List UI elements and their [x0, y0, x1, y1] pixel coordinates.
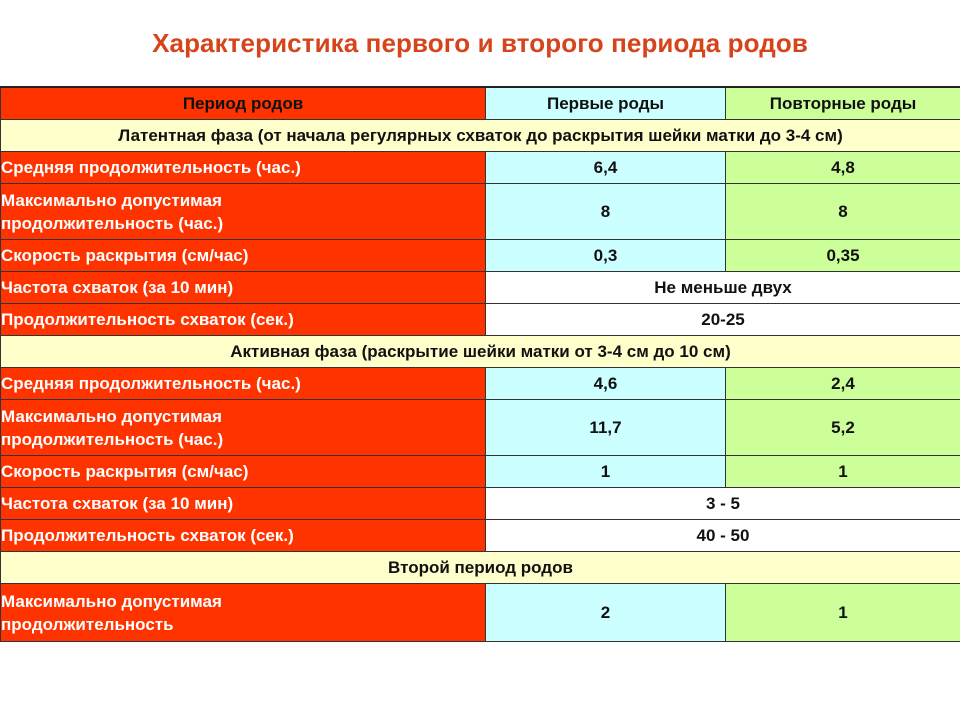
- row-label: Частота схваток (за 10 мин): [1, 272, 486, 304]
- cell-first: 4,6: [486, 368, 726, 400]
- table-row: [1, 368, 960, 400]
- row-label-line: Максимально допустимая: [1, 591, 222, 611]
- row-label: [1, 184, 486, 240]
- table-row: [1, 152, 960, 184]
- cell-first: 2: [486, 584, 726, 642]
- cell-both: 40 - 50: [486, 520, 960, 552]
- row-label-line: продолжительность (час.): [1, 213, 224, 233]
- section-row-active: [1, 336, 960, 368]
- table-row: [1, 456, 960, 488]
- cell-repeat: 0,35: [726, 240, 960, 272]
- section-second-period: Второй период родов: [1, 552, 960, 584]
- section-latent-phase: Латентная фаза (от начала регулярных схваток до раскрытия шейки матки до 3-4 см): [1, 120, 960, 152]
- cell-first: 6,4: [486, 152, 726, 184]
- row-label: Продолжительность схваток (сек.): [1, 520, 486, 552]
- cell-first: 1: [486, 456, 726, 488]
- header-first-birth: Первые роды: [486, 87, 726, 120]
- row-label-line: продолжительность (час.): [1, 429, 224, 449]
- table-row: [1, 520, 960, 552]
- cell-repeat: 2,4: [726, 368, 960, 400]
- cell-repeat: 1: [726, 456, 960, 488]
- cell-first: 0,3: [486, 240, 726, 272]
- section-active-phase: Активная фаза (раскрытие шейки матки от 3-4 см до 10 см): [1, 336, 960, 368]
- row-label-line: Максимально допустимая: [1, 190, 222, 210]
- section-row-second: [1, 552, 960, 584]
- cell-repeat: 1: [726, 584, 960, 642]
- row-label: Скорость раскрытия (см/час): [1, 456, 486, 488]
- cell-both: 20-25: [486, 304, 960, 336]
- table-header-row: [1, 87, 960, 120]
- table-row: [1, 272, 960, 304]
- header-repeat-birth: Повторные роды: [726, 87, 960, 120]
- table-row: [1, 184, 960, 240]
- row-label: Частота схваток (за 10 мин): [1, 488, 486, 520]
- row-label-line: Максимально допустимая: [1, 406, 222, 426]
- row-label-line: продолжительность: [1, 614, 174, 634]
- table-row: [1, 400, 960, 456]
- row-label: Скорость раскрытия (см/час): [1, 240, 486, 272]
- row-label: Средняя продолжительность (час.): [1, 152, 486, 184]
- cell-both: 3 - 5: [486, 488, 960, 520]
- row-label: Продолжительность схваток (сек.): [1, 304, 486, 336]
- cell-both: Не меньше двух: [486, 272, 960, 304]
- row-label: [1, 584, 486, 642]
- cell-first: 8: [486, 184, 726, 240]
- cell-first: 11,7: [486, 400, 726, 456]
- page-title: Характеристика первого и второго периода родов: [152, 28, 808, 58]
- table-row: [1, 304, 960, 336]
- cell-repeat: 8: [726, 184, 960, 240]
- table-row: [1, 584, 960, 642]
- row-label: [1, 400, 486, 456]
- table-row: [1, 488, 960, 520]
- section-row-latent: [1, 120, 960, 152]
- cell-repeat: 4,8: [726, 152, 960, 184]
- header-period-label: Период родов: [1, 87, 486, 120]
- cell-repeat: 5,2: [726, 400, 960, 456]
- row-label: Средняя продолжительность (час.): [1, 368, 486, 400]
- table-row: [1, 240, 960, 272]
- birth-periods-table: [0, 86, 960, 642]
